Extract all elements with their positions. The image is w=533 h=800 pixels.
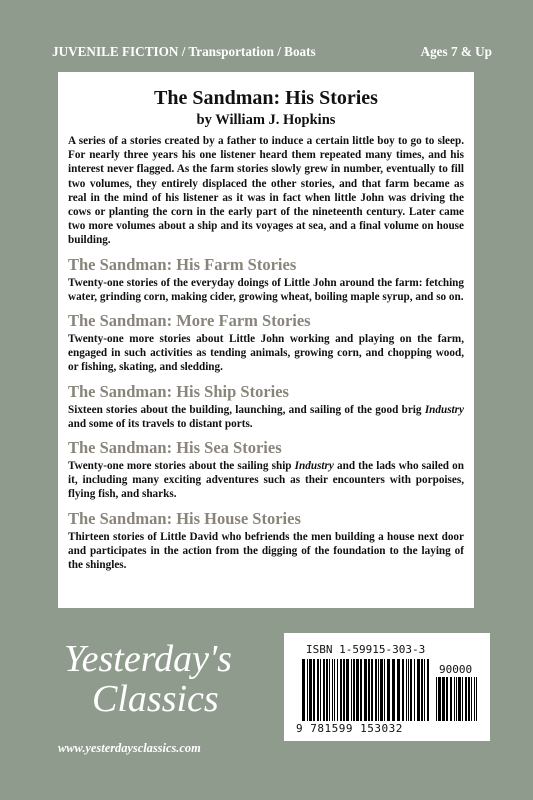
barcode-bar — [397, 659, 400, 721]
section-title: The Sandman: His Ship Stories — [68, 381, 289, 401]
logo-line-1: Yesterday's — [64, 638, 232, 680]
publisher-logo — [58, 640, 232, 718]
barcode-bar — [309, 659, 312, 721]
section-sea-stories — [68, 438, 464, 502]
barcode-bar — [340, 659, 342, 721]
barcode-bar — [332, 659, 333, 721]
barcode-bar — [456, 677, 457, 721]
section-description — [68, 403, 464, 431]
age-range: Ages 7 & Up — [420, 44, 492, 59]
barcode-bar — [446, 677, 448, 721]
book-title: The Sandman: His Stories — [154, 87, 378, 109]
barcode-bar — [351, 659, 352, 721]
barcode-bar — [410, 659, 412, 721]
ship-name: Industry — [424, 403, 464, 416]
barcode-bar — [384, 659, 385, 721]
barcode-bar — [368, 659, 370, 721]
section-farm-stories — [68, 255, 464, 304]
barcode-bar — [360, 659, 362, 721]
barcode-bar — [392, 659, 395, 721]
barcode-bars-addon — [436, 677, 480, 721]
barcode-bar — [436, 677, 437, 721]
barcode-bar — [337, 659, 338, 721]
barcode-bar — [307, 659, 308, 721]
section-title: The Sandman: His Farm Stories — [68, 254, 297, 274]
category-header — [52, 44, 492, 60]
barcode-bar — [402, 659, 404, 721]
barcode-bar — [421, 659, 423, 721]
book-author: by William J. Hopkins — [196, 112, 336, 128]
barcode-bar — [474, 677, 475, 721]
isbn-barcode — [284, 633, 490, 741]
series-intro: A series of a stories created by a father to induce a certain little boy to go to sleep. For nearly three years his one listener heard them repeated many times, and his interest never flagged. As the farm stories slowly grew in number, eventually to fill two volumes, they entirely displaced the other stories, and that farm became as real in the mind of his listener as it was in fact when little John was driving the cows or planting the corn in the early part of the nineteenth century. Later came two more volumes about a ship and its voyages at sea, and a final volume on house building. — [68, 135, 464, 247]
desc-text: and the lads who sailed on it, including many exciting adventures such as their encounters with porpoises, flying fish, and sharks. — [68, 460, 464, 501]
section-title: The Sandman: His Sea Stories — [68, 438, 282, 458]
barcode-bar — [334, 659, 335, 721]
section-description: Thirteen stories of Little David who befriends the men building a house next door and participates in the action from the digging of the foundation to the laying of the shingles. — [68, 530, 464, 572]
barcode-bar — [387, 659, 390, 721]
price-addon: 90000 — [439, 663, 473, 676]
barcode-bar — [364, 659, 367, 721]
desc-text: Twenty-one more stories about the sailing ship — [68, 460, 295, 473]
barcode-bar — [346, 659, 349, 721]
barcode-bar — [454, 677, 455, 721]
barcode-bar — [458, 677, 461, 721]
barcode-bar — [462, 677, 463, 721]
barcode-bar — [438, 677, 441, 721]
barcode-bars-main — [302, 659, 432, 721]
barcode-bar — [353, 659, 355, 721]
barcode-bar — [313, 659, 315, 721]
barcode-bar — [371, 659, 373, 721]
category-text: JUVENILE FICTION / Transportation / Boats — [52, 44, 316, 59]
publisher-website: www.yesterdaysclassics.com — [58, 741, 201, 755]
barcode-bar — [323, 659, 325, 721]
barcode-bar — [468, 677, 470, 721]
barcode-bar — [320, 659, 321, 721]
isbn-number: ISBN 1-59915-303-3 — [306, 643, 426, 656]
barcode-bar — [343, 659, 345, 721]
section-title: The Sandman: More Farm Stories — [68, 311, 311, 331]
barcode-bar — [378, 659, 379, 721]
section-description: Twenty-one more stories about Little John working and playing on the farm, engaged in such activities as tending animals, growing corn, and chopping wood, or fishing, skating, and sledding. — [68, 333, 464, 374]
barcode-bar — [476, 677, 477, 721]
barcode-bar — [380, 659, 383, 721]
description-panel — [58, 72, 474, 608]
barcode-bar — [406, 659, 407, 721]
section-description — [68, 459, 464, 502]
barcode-bar — [329, 659, 330, 721]
barcode-bar — [356, 659, 359, 721]
section-house-stories — [68, 509, 464, 573]
barcode-bar — [471, 677, 472, 721]
barcode-bar — [427, 659, 429, 721]
barcode-bar — [417, 659, 420, 721]
barcode-bar — [465, 677, 467, 721]
barcode-bar — [375, 659, 377, 721]
ship-name: Industry — [294, 460, 334, 473]
barcode-bar — [302, 659, 305, 721]
ean-number: 9 781599 153032 — [296, 722, 403, 735]
barcode-bar — [414, 659, 415, 721]
barcode-bar — [408, 659, 409, 721]
desc-text: Sixteen stories about the building, launching, and sailing of the good brig — [68, 403, 425, 416]
section-ship-stories — [68, 382, 464, 431]
barcode-bar — [442, 677, 445, 721]
barcode-bar — [450, 677, 452, 721]
desc-text: and some of its travels to distant ports. — [68, 417, 253, 430]
barcode-bar — [424, 659, 425, 721]
section-description: Twenty-one stories of the everyday doings of Little John around the farm: fetching water, grinding corn, making cider, growing wheat, boiling maple syrup, and so on. — [68, 276, 464, 303]
section-more-farm-stories — [68, 311, 464, 375]
logo-line-2: Classics — [92, 678, 219, 720]
barcode-bar — [317, 659, 319, 721]
section-title: The Sandman: His House Stories — [68, 508, 301, 528]
barcode-bar — [326, 659, 328, 721]
